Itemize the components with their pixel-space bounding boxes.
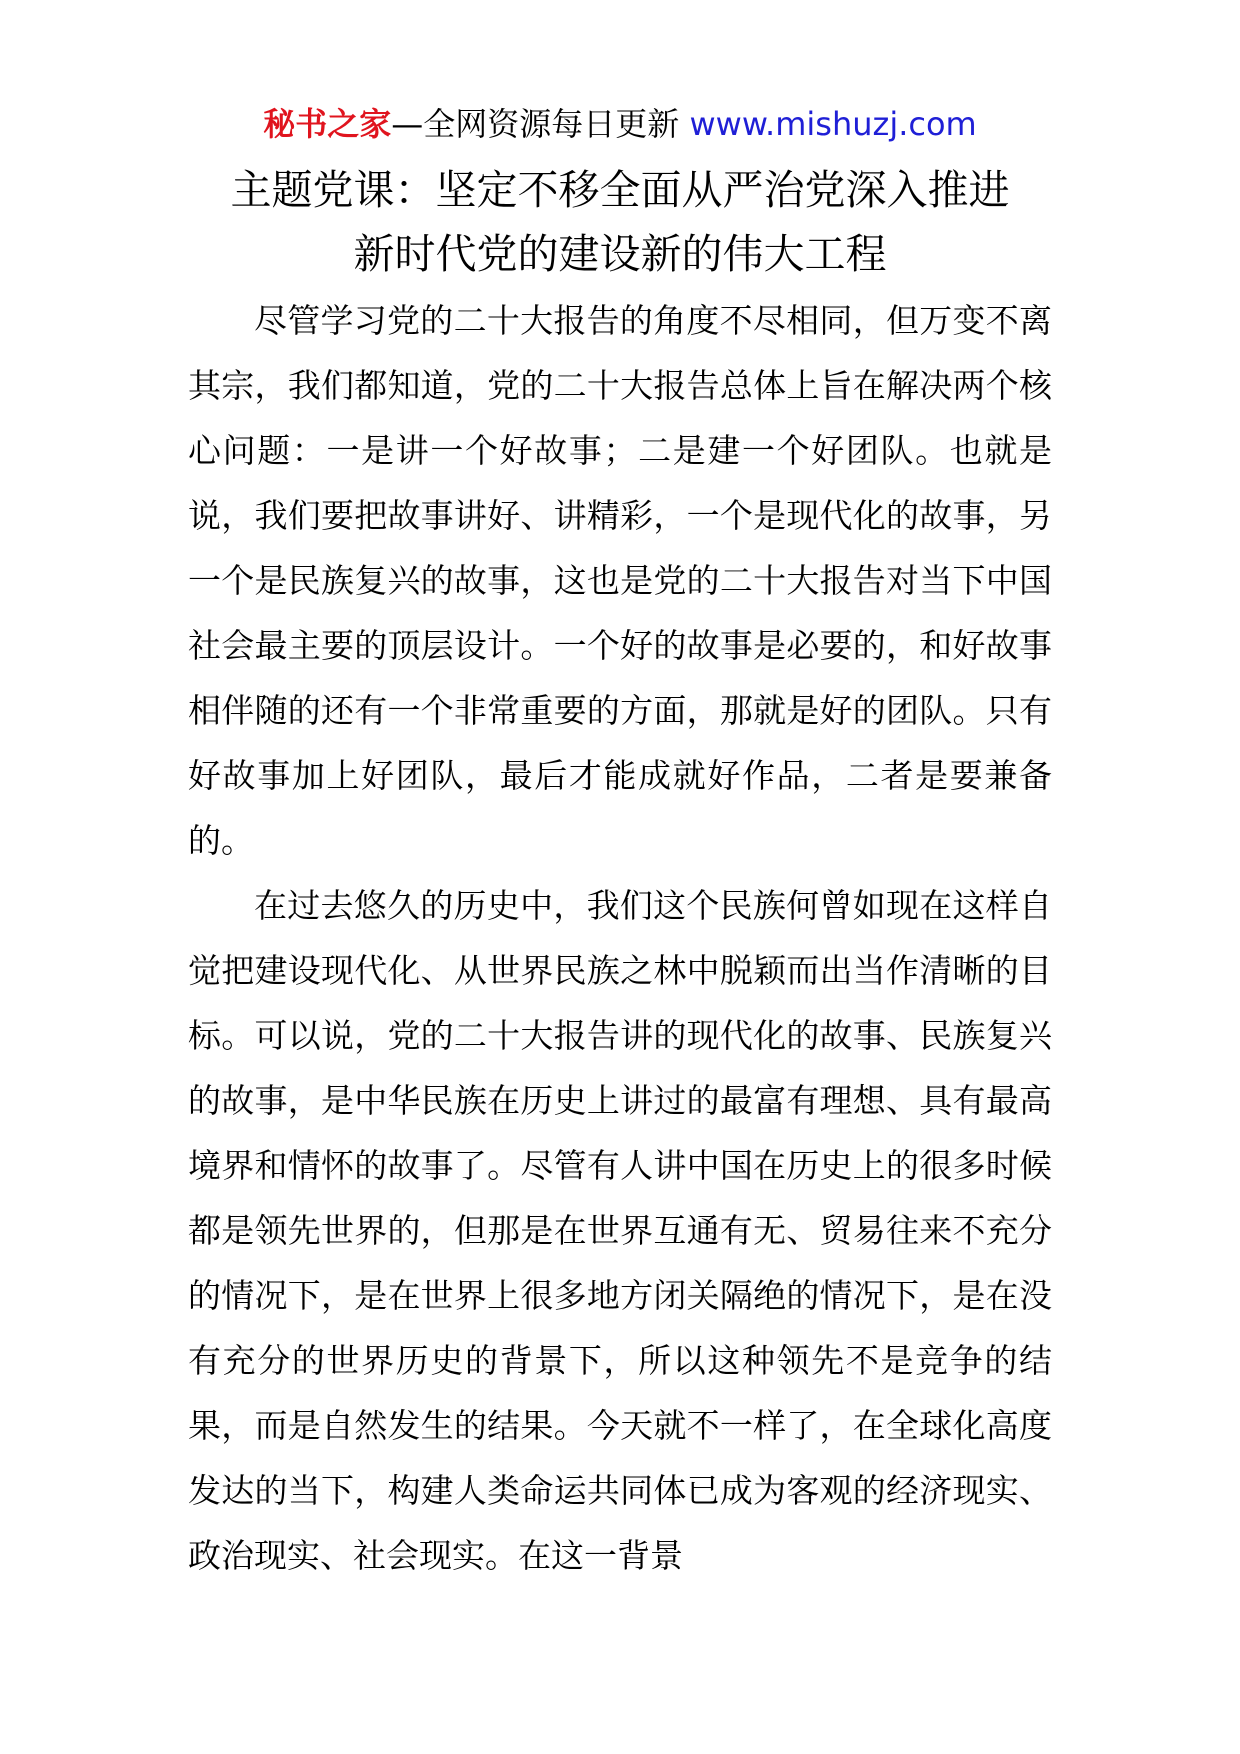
brand-name: 秘书之家	[263, 105, 392, 143]
document-title	[0, 158, 1240, 286]
title-line-2: 新时代党的建设新的伟大工程	[353, 230, 887, 278]
title-line-1: 主题党课：坚定不移全面从严治党深入推进	[230, 166, 1010, 214]
site-url-link[interactable]: www.mishuzj.com	[689, 105, 977, 143]
site-header	[0, 96, 1240, 152]
paragraph-1: 尽管学习党的二十大报告的角度不尽相同，但万变不离其宗，我们都知道，党的二十大报告总体上旨在解决两个核心问题：一是讲一个好故事；二是建一个好团队。也就是说，我们要把故事讲好、讲精彩，一个是现代化的故事，另一个是民族复兴的故事，这也是党的二十大报告对当下中国社会最主要的顶层设计。一个好的故事是必要的，和好故事相伴随的还有一个非常重要的方面，那就是好的团队。只有好故事加上好团队，最后才能成就好作品，二者是要兼备的。	[188, 301, 1052, 860]
paragraph-2: 在过去悠久的历史中，我们这个民族何曾如现在这样自觉把建设现代化、从世界民族之林中脱颖而出当作清晰的目标。可以说，党的二十大报告讲的现代化的故事、民族复兴的故事，是中华民族在历史上讲过的最富有理想、具有最高境界和情怀的故事了。尽管有人讲中国在历史上的很多时候都是领先世界的，但那是在世界互通有无、贸易往来不充分的情况下，是在世界上很多地方闭关隔绝的情况下，是在没有充分的世界历史的背景下，所以这种领先不是竞争的结果，而是自然发生的结果。今天就不一样了，在全球化高度发达的当下，构建人类命运共同体已成为客观的经济现实、政治现实、社会现实。在这一背景	[188, 886, 1052, 1575]
header-tagline: —全网资源每日更新	[391, 105, 680, 143]
document-body	[188, 288, 1052, 1588]
